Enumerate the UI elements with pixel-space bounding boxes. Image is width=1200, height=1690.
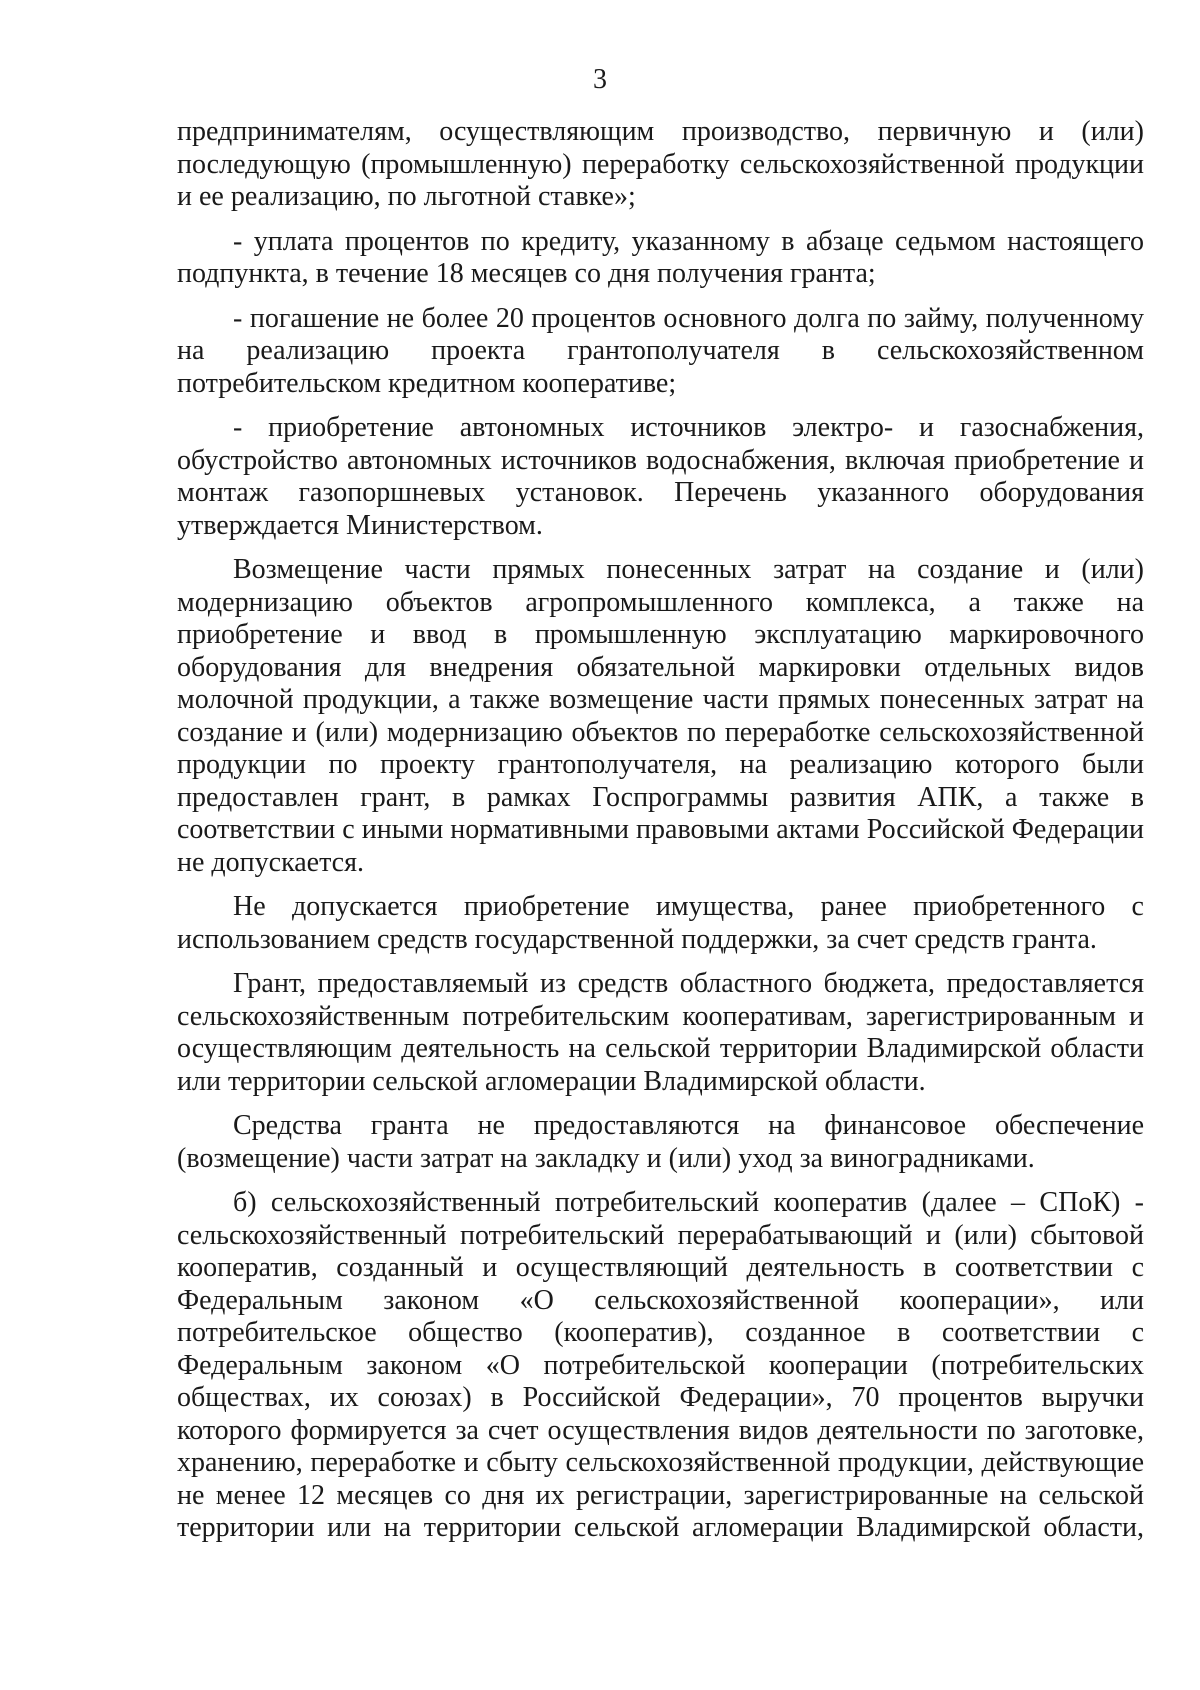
- page-number: 3: [593, 64, 607, 95]
- paragraph-vineyards: Средства гранта не предоставляются на финансовое обеспечение (возмещение) части затрат на закладку и (или) уход за виноградниками.: [177, 1110, 1144, 1174]
- paragraph-interest-payment: - уплата процентов по кредиту, указанному в абзаце седьмом настоящего подпункта, в течение 18 месяцев со дня получения гранта;: [177, 225, 1144, 289]
- paragraph-regional-grant: Грант, предоставляемый из средств областного бюджета, предоставляется сельскохозяйственным потребительским кооперативам, зарегистрированным и осуществляющим деятельность на сельской территории Владимирской области или территории сельской агломерации Владимирской области.: [177, 968, 1144, 1097]
- paragraph-property-restriction: Не допускается приобретение имущества, ранее приобретенного с использованием средств государственной поддержки, за счет средств гранта.: [177, 891, 1144, 955]
- paragraph-spok-definition: б) сельскохозяйственный потребительский кооператив (далее – СПоК) - сельскохозяйственный потребительский перерабатывающий и (или) сбытовой кооператив, созданный и осуществляющий деятельность в соответствии с Федеральным законом «О сельскохозяйственной кооперации», или потребительское общество (кооператив), созданное в соответствии с Федеральным законом «О потребительской кооперации (потребительских обществах, их союзах) в Российской Федерации», 70 процентов выручки которого формируется за счет осуществления видов деятельности по заготовке, хранению, переработке и сбыту сельскохозяйственной продукции, действующие не менее 12 месяцев со дня их регистрации, зарегистрированные на сельской территории или на территории сельской агломерации Владимирской области,: [177, 1187, 1144, 1543]
- paragraph-continuation: предпринимателям, осуществляющим производство, первичную и (или) последующую (промышленную) переработку сельскохозяйственной продукции и ее реализацию, по льготной ставке»;: [177, 116, 1144, 212]
- paragraph-loan-repayment: - погашение не более 20 процентов основного долга по займу, полученному на реализацию проекта грантополучателя в сельскохозяйственном потребительском кредитном кооперативе;: [177, 302, 1144, 399]
- paragraph-cost-reimbursement: Возмещение части прямых понесенных затрат на создание и (или) модернизацию объектов агропромышленного комплекса, а также на приобретение и ввод в промышленную эксплуатацию маркировочного оборудования для внедрения обязательной маркировки отдельных видов молочной продукции, а также возмещение части прямых понесенных затрат на создание и (или) модернизацию объектов по переработке сельскохозяйственной продукции по проекту грантополучателя, на реализацию которого были предоставлен грант, в рамках Госпрограммы развития АПК, а также в соответствии с иными нормативными правовыми актами Российской Федерации не допускается.: [177, 554, 1144, 878]
- paragraph-autonomous-sources: - приобретение автономных источников электро- и газоснабжения, обустройство автономных источников водоснабжения, включая приобретение и монтаж газопоршневых установок. Перечень указанного оборудования утверждается Министерством.: [177, 412, 1144, 541]
- document-body: [177, 116, 1144, 1557]
